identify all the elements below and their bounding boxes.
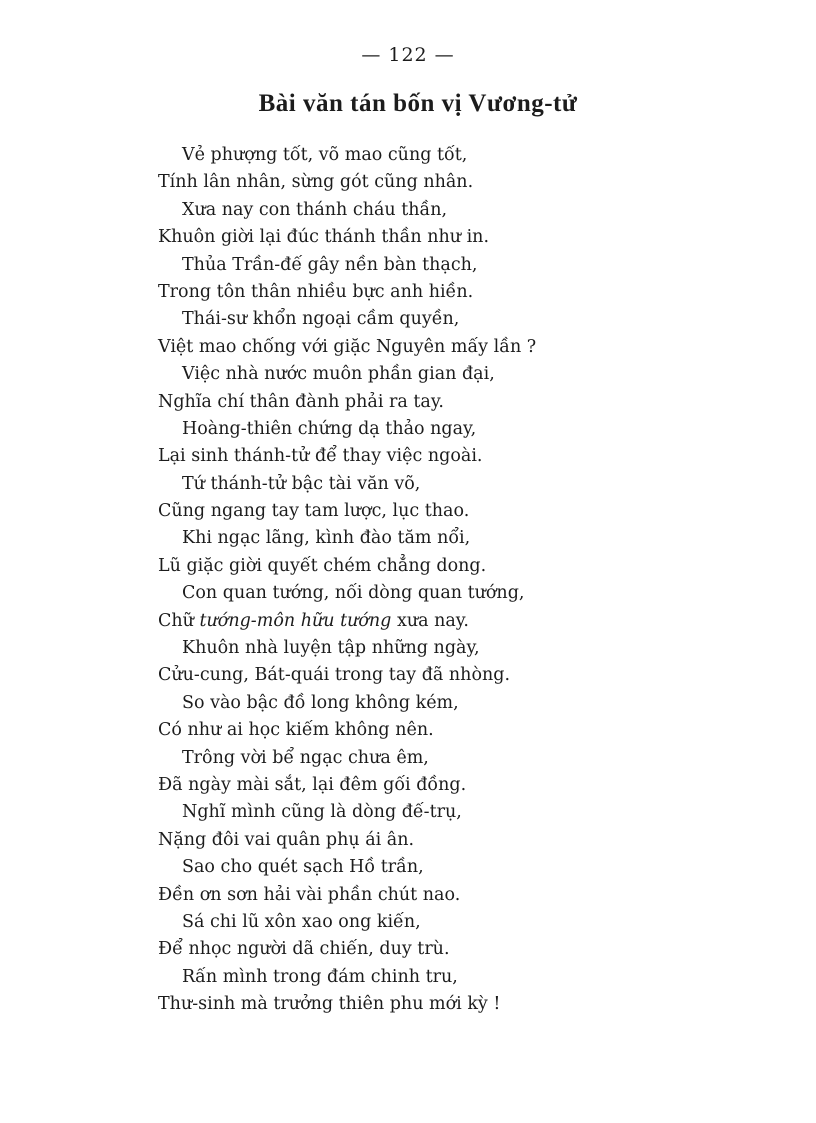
page-number: — 122 —: [361, 44, 455, 66]
poem-line-18: [158, 608, 678, 635]
poem-body: [158, 142, 678, 1019]
poem-line-7: Thái-sư khổn ngoại cầm quyền,: [182, 309, 460, 330]
poem-line-26: Nặng đôi vai quân phụ ái ân.: [158, 829, 415, 850]
poem-line-31: Rấn mình trong đám chinh tru,: [182, 966, 458, 987]
poem-line-23: Trông vời bể ngạc chưa êm,: [182, 747, 429, 768]
poem-line-2: Tính lân nhân, sừng gót cũng nhân.: [158, 172, 474, 193]
poem-line-19: Khuôn nhà luyện tập những ngày,: [182, 638, 480, 659]
poem-line-14: Cũng ngang tay tam lược, lục thao.: [158, 501, 470, 522]
poem-line-3: Xưa nay con thánh cháu thần,: [182, 199, 448, 220]
poem-line-22: Có như ai học kiếm không nên.: [158, 720, 434, 741]
poem-title: Bài văn tán bốn vị Vương-tử: [258, 90, 578, 117]
poem-line-32: Thư-sinh mà trưởng thiên phu mới kỳ !: [158, 994, 501, 1015]
poem-line-29: Sá chi lũ xôn xao ong kiến,: [182, 911, 421, 932]
poem-line-11: Hoàng-thiên chứng dạ thảo ngay,: [182, 418, 477, 439]
poem-line-16: Lũ giặc giời quyết chém chẳng dong.: [158, 555, 487, 576]
poem-line-6: Trong tôn thân nhiều bực anh hiền.: [158, 281, 474, 302]
poem-line-25: Nghĩ mình cũng là dòng đế-trụ,: [182, 802, 462, 823]
poem-line-30: Để nhọc người dã chiến, duy trù.: [158, 939, 450, 960]
poem-line-21: So vào bậc đồ long không kém,: [182, 692, 459, 713]
poem-line-27: Sao cho quét sạch Hồ trần,: [182, 857, 424, 878]
poem-line-4: Khuôn giời lại đúc thánh thần như in.: [158, 227, 490, 248]
poem-line-24: Đã ngày mài sắt, lại đêm gối đồng.: [158, 774, 467, 795]
poem-line-9: Việc nhà nước muôn phần gian đại,: [182, 364, 495, 385]
poem-line-18-italic: tướng-môn hữu tướng: [199, 610, 392, 631]
poem-line-8: Việt mao chống với giặc Nguyên mấy lần ?: [158, 336, 537, 357]
poem-line-13: Tứ thánh-tử bậc tài văn võ,: [182, 473, 421, 494]
poem-line-17: Con quan tướng, nối dòng quan tướng,: [182, 583, 525, 604]
poem-line-5: Thủa Trần-đế gây nền bàn thạch,: [182, 254, 478, 275]
poem-line-28: Đền ơn sơn hải vài phần chút nao.: [158, 884, 461, 905]
poem-line-15: Khi ngạc lãng, kình đào tăm nổi,: [182, 528, 471, 549]
poem-line-20: Cửu-cung, Bát-quái trong tay đã nhòng.: [158, 665, 511, 686]
poem-line-10: Nghĩa chí thân đành phải ra tay.: [158, 391, 444, 412]
poem-line-1: Vẻ phượng tốt, võ mao cũng tốt,: [182, 145, 468, 165]
poem-line-18-start: Chữ: [158, 610, 200, 631]
poem-line-12: Lại sinh thánh-tử để thay việc ngoài.: [158, 446, 483, 467]
poem-line-18-end: xưa nay.: [391, 610, 469, 631]
